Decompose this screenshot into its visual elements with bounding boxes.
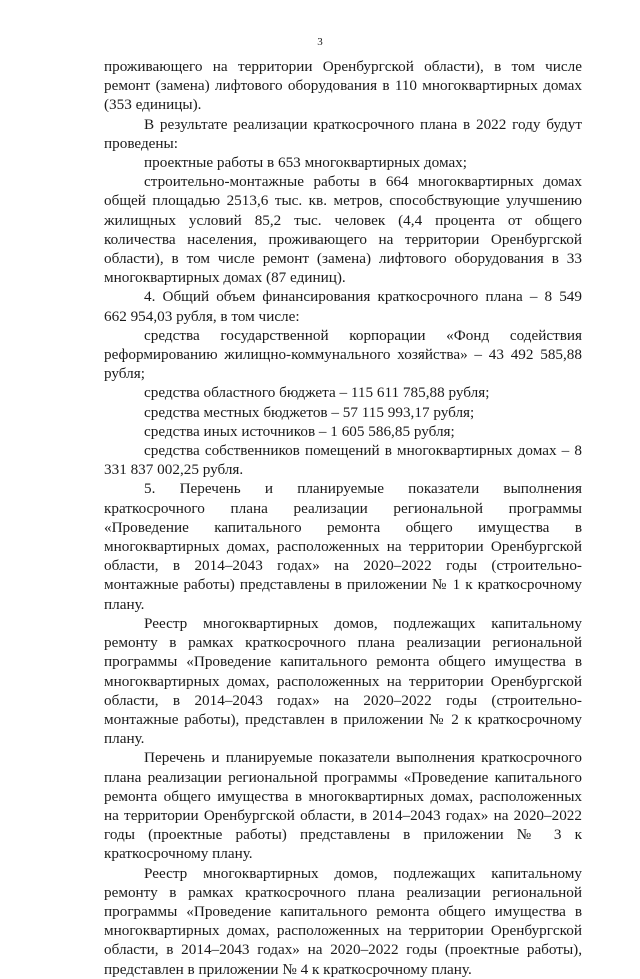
paragraph: строительно-монтажные работы в 664 многоквартирных домах общей площадью 2513,6 тыс. кв. метров, способствующие улучшению жилищных условий 85,2 тыс. человек (4,4 процента от общего количества населения, проживающего на территории Оренбургской области), в том числе ремонт (замена) лифтового оборудования в 33 многоквартирных домах (87 единиц).: [104, 173, 582, 287]
paragraph: проектные работы в 653 многоквартирных домах;: [144, 154, 468, 172]
paragraph: Реестр многоквартирных домов, подлежащих капитальному ремонту в рамках краткосрочного плана реализации региональной программы «Проведение капитального ремонта общего имущества в многоквартирных домах, расположенных на территории Оренбургской области, в 2014–2043 годах» на 2020–2022 годы (проектные работы), представлен в приложении № 4 к краткосрочному плану.: [104, 864, 582, 978]
paragraph: средства областного бюджета – 115 611 785,88 рубля;: [144, 384, 490, 402]
page-number: 3: [317, 36, 323, 48]
paragraph: 4. Общий объем финансирования краткосрочного плана – 8 549 662 954,03 рубля, в том числе:: [104, 288, 582, 325]
paragraph: Реестр многоквартирных домов, подлежащих капитальному ремонту в рамках краткосрочного плана реализации региональной программы «Проведение капитального ремонта общего имущества в многоквартирных домах, расположенных на территории Оренбургской области, в 2014–2043 годах» на 2020–2022 годы (строительно-монтажные работы), представлен в приложении № 2 к краткосрочному плану.: [104, 614, 582, 748]
paragraph: 5. Перечень и планируемые показатели выполнения краткосрочного плана реализации региональной программы «Проведение капитального ремонта общего имущества в многоквартирных домах, расположенных на территории Оренбургской области, в 2014–2043 годах» на 2020–2022 годы (строительно-монтажные работы) представлены в приложении № 1 к краткосрочному плану.: [104, 480, 582, 613]
document-body: [104, 57, 582, 979]
paragraph: В результате реализации краткосрочного плана в 2022 году будут проведены:: [104, 115, 582, 152]
paragraph: Перечень и планируемые показатели выполнения краткосрочного плана реализации региональной программы «Проведение капитального ремонта общего имущества в многоквартирных домах, расположенных на территории Оренбургской области, в 2014–2043 годах» на 2020–2022 годы (проектные работы) представлены в приложении № 3 к краткосрочному плану.: [104, 749, 582, 863]
paragraph: средства собственников помещений в многоквартирных домах – 8 331 837 002,25 рубля.: [104, 442, 582, 479]
paragraph: средства иных источников – 1 605 586,85 рубля;: [144, 422, 455, 440]
paragraph: средства местных бюджетов – 57 115 993,17 рубля;: [144, 403, 475, 421]
paragraph: проживающего на территории Оренбургской области), в том числе ремонт (замена) лифтового оборудования в 110 многоквартирных домах (353 единицы).: [104, 58, 582, 114]
paragraph: средства государственной корпорации «Фонд содействия реформированию жилищно-коммунального хозяйства» – 43 492 585,88 рубля;: [104, 326, 582, 383]
